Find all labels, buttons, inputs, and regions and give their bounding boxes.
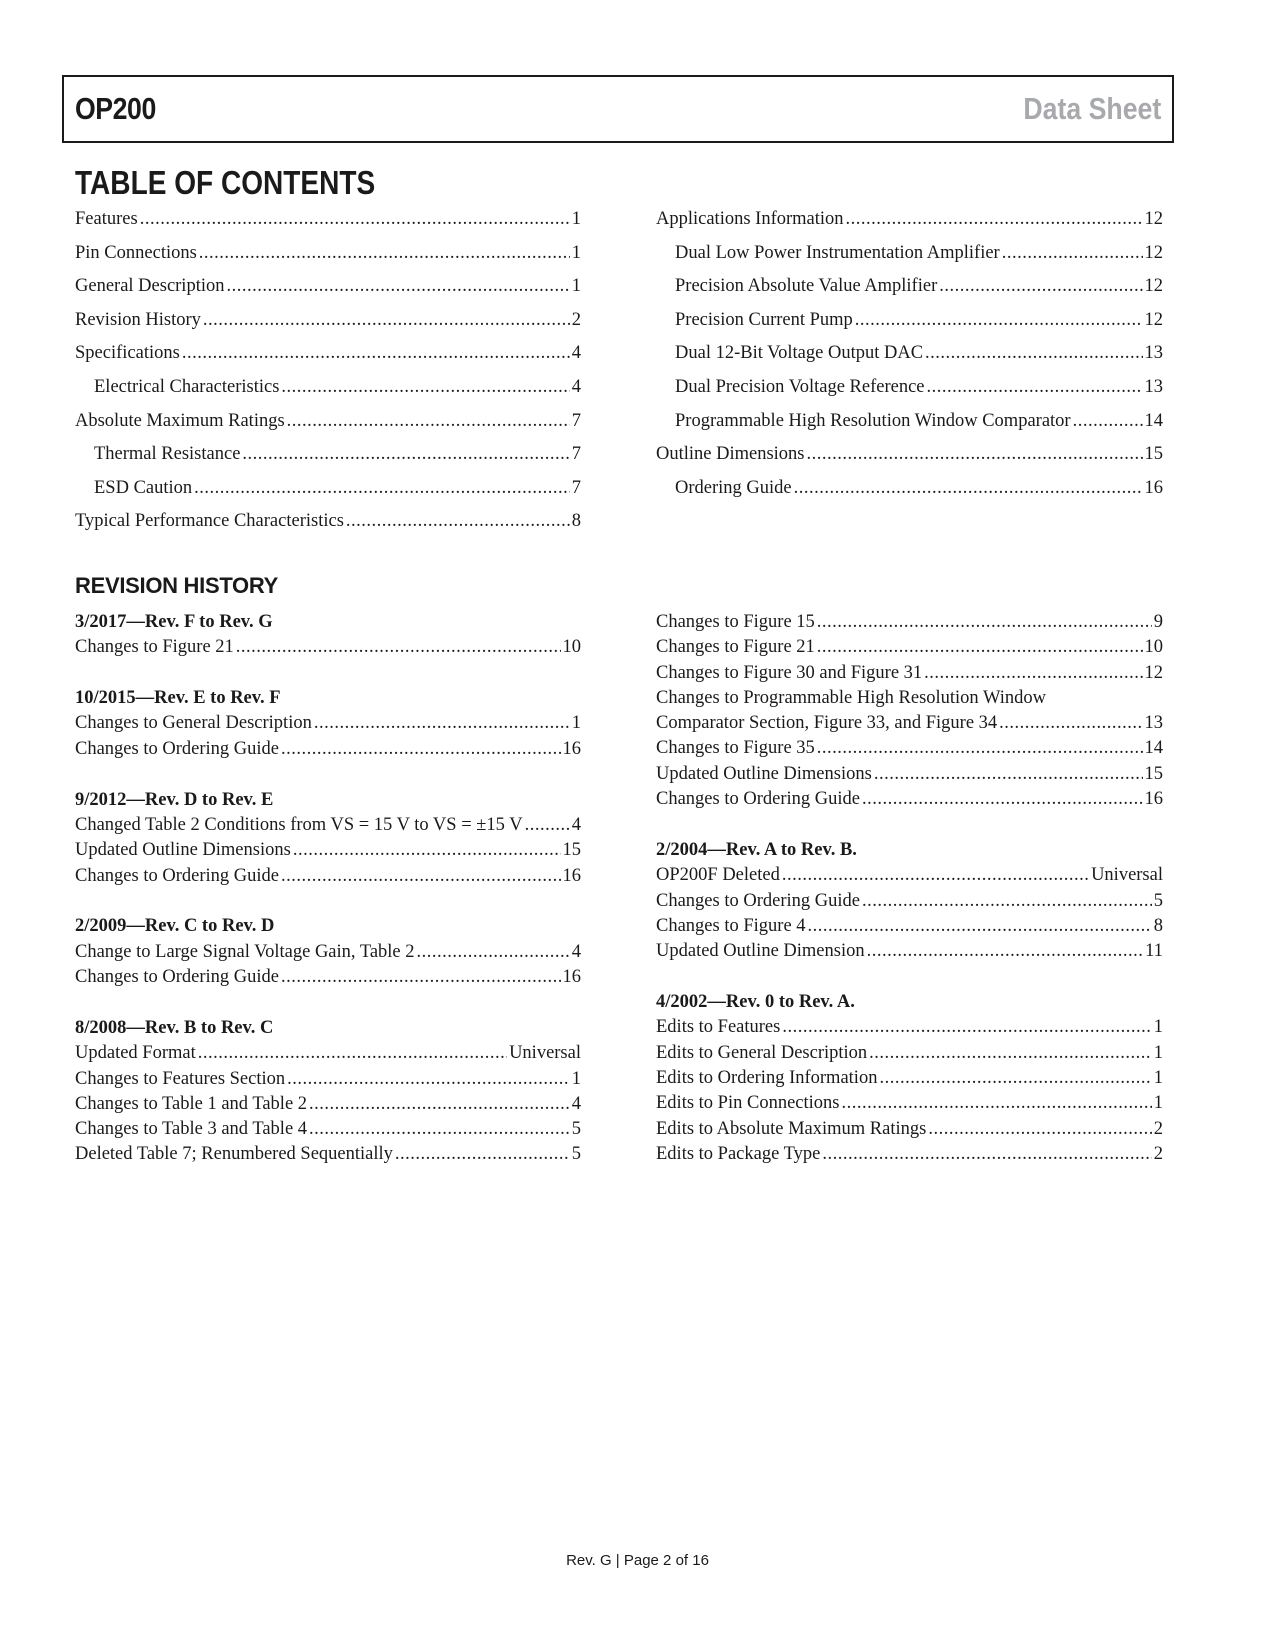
revision-group <box>75 914 581 990</box>
toc-entry[interactable] <box>656 438 1163 472</box>
toc-entry[interactable] <box>656 237 1163 271</box>
leader-dots <box>236 635 561 660</box>
page-footer: Rev. G | Page 2 of 16 <box>566 1552 709 1569</box>
entry-label: Updated Format <box>75 1043 196 1064</box>
revision-history-left-column <box>75 610 581 1193</box>
leader-dots <box>817 736 1143 761</box>
revision-entry <box>656 635 1163 660</box>
revision-heading: 2/2004—Rev. A to Rev. B. <box>656 839 857 860</box>
entry-page: 10 <box>1144 637 1163 658</box>
entry-label: Edits to Features <box>656 1017 781 1038</box>
revision-entry <box>656 736 1163 761</box>
entry-label: Typical Performance Characteristics <box>75 511 344 532</box>
entry-page: 16 <box>562 738 581 759</box>
entry-page: 5 <box>571 1119 581 1140</box>
entry-page: 1 <box>1153 1042 1163 1063</box>
leader-dots <box>309 1092 570 1117</box>
entry-page: 14 <box>1144 738 1163 759</box>
leader-dots <box>281 965 561 990</box>
revision-group <box>75 1016 581 1168</box>
entry-page: 4 <box>571 376 581 397</box>
entry-label: Electrical Characteristics <box>94 376 280 397</box>
entry-page: 12 <box>1144 309 1163 330</box>
toc-entry[interactable] <box>656 203 1163 237</box>
entry-label: Programmable High Resolution Window Comparator <box>675 410 1071 431</box>
leader-dots <box>281 737 561 762</box>
doc-type: Data Sheet <box>1023 91 1161 126</box>
entry-label: Change to Large Signal Voltage Gain, Table 2 <box>75 941 415 962</box>
leader-dots <box>242 438 569 472</box>
entry-page: 13 <box>1144 376 1163 397</box>
entry-label: Updated Outline Dimensions <box>656 763 872 784</box>
leader-dots <box>794 472 1143 506</box>
entry-page: 15 <box>562 840 581 861</box>
revision-entry <box>656 787 1163 812</box>
entry-page: 9 <box>1153 612 1163 632</box>
entry-label: Changes to General Description <box>75 713 312 734</box>
entry-page: 16 <box>562 967 581 988</box>
entry-page: 12 <box>1144 242 1163 263</box>
leader-dots <box>198 1041 507 1066</box>
toc-entry[interactable] <box>656 371 1163 405</box>
revision-group <box>75 788 581 889</box>
leader-dots <box>925 337 1142 371</box>
toc-entry[interactable] <box>75 505 581 539</box>
leader-dots <box>281 371 569 405</box>
entry-label: Changes to Ordering Guide <box>75 738 279 759</box>
entry-page: 11 <box>1145 941 1163 962</box>
entry-page: 15 <box>1144 763 1163 784</box>
entry-page: 8 <box>1153 915 1163 936</box>
entry-label: Ordering Guide <box>675 477 792 498</box>
entry-label: Changed Table 2 Conditions from VS = 15 V to VS = ±15 V <box>75 814 523 835</box>
revision-entry <box>656 1015 1163 1040</box>
entry-page: 5 <box>571 1144 581 1165</box>
entry-label: Updated Outline Dimension <box>656 941 865 962</box>
entry-label: Changes to Figure 4 <box>656 915 806 936</box>
entry-page: 1 <box>571 242 581 263</box>
entry-label: Outline Dimensions <box>656 444 805 465</box>
entry-page: 8 <box>571 511 581 532</box>
entry-page: 1 <box>1153 1067 1163 1088</box>
toc-entry[interactable] <box>75 371 581 405</box>
entry-page: 1 <box>571 713 581 734</box>
leader-dots <box>1002 237 1143 271</box>
leader-dots <box>182 337 570 371</box>
revision-heading: 10/2015—Rev. E to Rev. F <box>75 688 281 709</box>
leader-dots <box>309 1117 570 1142</box>
leader-dots <box>817 610 1152 635</box>
leader-dots <box>1073 405 1143 439</box>
revision-entry <box>75 965 581 990</box>
entry-page: 2 <box>1153 1143 1163 1164</box>
entry-label: Changes to Figure 21 <box>656 637 815 658</box>
entry-label: Edits to Pin Connections <box>656 1093 840 1114</box>
revision-entry <box>75 711 581 736</box>
revision-entry <box>656 610 1163 635</box>
revision-entry <box>75 864 581 889</box>
entry-label: Dual Precision Voltage Reference <box>675 376 925 397</box>
toc-left-column <box>75 203 581 539</box>
toc-entry[interactable] <box>656 304 1163 338</box>
entry-page: 12 <box>1144 276 1163 297</box>
revision-history-right-column <box>656 610 1163 1193</box>
leader-dots <box>199 237 570 271</box>
revision-entry <box>75 838 581 863</box>
leader-dots <box>808 914 1152 939</box>
entry-label: Changes to Ordering Guide <box>75 865 279 886</box>
entry-label: Changes to Ordering Guide <box>656 789 860 810</box>
entry-label: Precision Absolute Value Amplifier <box>675 276 938 297</box>
toc-entry[interactable] <box>75 438 581 472</box>
leader-dots <box>817 635 1143 660</box>
toc-entry[interactable] <box>75 237 581 271</box>
entry-label: Changes to Figure 15 <box>656 612 815 632</box>
entry-label: Changes to Ordering Guide <box>75 967 279 988</box>
leader-dots <box>417 940 570 965</box>
leader-dots <box>822 1142 1151 1167</box>
toc-entry[interactable] <box>656 472 1163 506</box>
leader-dots <box>862 787 1143 812</box>
entry-label: OP200F Deleted <box>656 865 780 886</box>
entry-page: 14 <box>1144 410 1163 431</box>
entry-label: Specifications <box>75 343 180 364</box>
leader-dots <box>782 1015 1151 1040</box>
entry-label: Edits to Package Type <box>656 1143 821 1164</box>
toc-entry[interactable] <box>75 472 581 506</box>
page-header <box>62 75 1174 143</box>
leader-dots <box>869 1041 1152 1066</box>
entry-page: 4 <box>571 941 581 962</box>
leader-dots <box>874 762 1143 787</box>
revision-entry <box>656 711 1163 736</box>
leader-dots <box>525 813 570 838</box>
leader-dots <box>395 1142 570 1167</box>
entry-page: 2 <box>1153 1118 1163 1139</box>
revision-entry-line: Changes to Programmable High Resolution Window <box>656 687 1046 708</box>
revision-entry <box>75 1142 581 1167</box>
entry-page: 1 <box>1153 1093 1163 1114</box>
revision-heading: 3/2017—Rev. F to Rev. G <box>75 612 273 632</box>
toc-entry[interactable] <box>75 203 581 237</box>
entry-page: 1 <box>571 209 581 229</box>
leader-dots <box>924 661 1142 686</box>
leader-dots <box>346 505 570 539</box>
revision-entry <box>656 762 1163 787</box>
entry-label: Updated Outline Dimensions <box>75 840 291 861</box>
entry-label: Changes to Ordering Guide <box>656 890 860 911</box>
entry-page: 16 <box>562 865 581 886</box>
leader-dots <box>855 304 1143 338</box>
entry-label: Comparator Section, Figure 33, and Figure 34 <box>656 713 998 734</box>
toc-entry[interactable] <box>656 405 1163 439</box>
leader-dots <box>862 889 1152 914</box>
part-number: OP200 <box>75 91 156 126</box>
revision-entry <box>656 1142 1163 1167</box>
leader-dots <box>194 472 570 506</box>
entry-label: Applications Information <box>656 209 844 229</box>
entry-page: 7 <box>571 444 581 465</box>
toc-entry[interactable] <box>75 405 581 439</box>
revision-entry <box>656 1117 1163 1142</box>
leader-dots <box>203 304 570 338</box>
entry-label: Dual Low Power Instrumentation Amplifier <box>675 242 1000 263</box>
revision-group-continued <box>656 610 1163 812</box>
revision-entry <box>75 1067 581 1092</box>
entry-page: 13 <box>1144 343 1163 364</box>
entry-label: Revision History <box>75 309 201 330</box>
revision-entry <box>75 1117 581 1142</box>
leader-dots <box>287 1067 570 1092</box>
leader-dots <box>140 203 570 237</box>
leader-dots <box>879 1066 1151 1091</box>
revision-group <box>656 838 1163 964</box>
entry-label: Pin Connections <box>75 242 197 263</box>
entry-label: Changes to Figure 30 and Figure 31 <box>656 662 923 683</box>
entry-page: 1 <box>571 276 581 297</box>
entry-label: Dual 12-Bit Voltage Output DAC <box>675 343 924 364</box>
entry-page: 15 <box>1144 444 1163 465</box>
entry-label: Deleted Table 7; Renumbered Sequentially <box>75 1144 393 1165</box>
revision-entry <box>656 661 1163 686</box>
entry-label: Edits to Ordering Information <box>656 1067 878 1088</box>
entry-label: Changes to Features Section <box>75 1068 286 1089</box>
entry-label: Changes to Table 3 and Table 4 <box>75 1119 308 1140</box>
revision-entry <box>656 889 1163 914</box>
entry-page: Universal <box>509 1043 581 1064</box>
revision-entry <box>75 813 581 838</box>
leader-dots <box>999 711 1142 736</box>
entry-label: General Description <box>75 276 225 297</box>
toc-entry[interactable] <box>656 337 1163 371</box>
revision-heading: 9/2012—Rev. D to Rev. E <box>75 789 274 810</box>
entry-label: Changes to Figure 35 <box>656 738 815 759</box>
leader-dots <box>226 270 569 304</box>
leader-dots <box>281 864 561 889</box>
entry-page: 7 <box>571 477 581 498</box>
entry-page: 2 <box>571 309 581 330</box>
entry-page: 1 <box>1153 1017 1163 1038</box>
revision-history-title: REVISION HISTORY <box>75 573 279 598</box>
leader-dots <box>939 270 1142 304</box>
entry-label: Features <box>75 209 138 229</box>
revision-entry <box>75 1092 581 1117</box>
entry-label: Changes to Table 1 and Table 2 <box>75 1093 308 1114</box>
revision-group <box>75 610 581 661</box>
toc-entry[interactable] <box>75 337 581 371</box>
revision-entry <box>75 737 581 762</box>
leader-dots <box>928 1117 1151 1142</box>
revision-group <box>656 990 1163 1167</box>
revision-entry <box>656 939 1163 964</box>
revision-entry <box>75 940 581 965</box>
entry-page: 12 <box>1144 209 1163 229</box>
entry-page: 4 <box>571 814 581 835</box>
revision-group <box>75 686 581 762</box>
leader-dots <box>927 371 1143 405</box>
entry-label: Absolute Maximum Ratings <box>75 410 285 431</box>
revision-entry <box>75 1041 581 1066</box>
toc-entry[interactable] <box>75 270 581 304</box>
revision-entry <box>656 1091 1163 1116</box>
revision-heading: 8/2008—Rev. B to Rev. C <box>75 1017 274 1038</box>
leader-dots <box>293 838 561 863</box>
entry-page: 7 <box>571 410 581 431</box>
entry-label: Edits to Absolute Maximum Ratings <box>656 1118 927 1139</box>
toc-entry[interactable] <box>656 270 1163 304</box>
leader-dots <box>287 405 570 439</box>
leader-dots <box>314 711 570 736</box>
revision-entry <box>656 914 1163 939</box>
revision-entry <box>656 1066 1163 1091</box>
entry-page: 13 <box>1144 713 1163 734</box>
entry-label: Thermal Resistance <box>94 444 241 465</box>
entry-page: 16 <box>1144 477 1163 498</box>
entry-label: ESD Caution <box>94 477 193 498</box>
entry-label: Edits to General Description <box>656 1042 868 1063</box>
revision-entry <box>656 863 1163 888</box>
leader-dots <box>867 939 1144 964</box>
entry-page: 16 <box>1144 789 1163 810</box>
leader-dots <box>782 863 1089 888</box>
toc-title: TABLE OF CONTENTS <box>75 164 376 201</box>
entry-page: 10 <box>562 637 581 658</box>
leader-dots <box>841 1091 1151 1116</box>
entry-label: Changes to Figure 21 <box>75 637 234 658</box>
entry-page: 4 <box>571 343 581 364</box>
leader-dots <box>807 438 1143 472</box>
revision-entry <box>656 1041 1163 1066</box>
revision-entry <box>75 635 581 660</box>
entry-page: Universal <box>1091 865 1163 886</box>
toc-entry[interactable] <box>75 304 581 338</box>
revision-heading: 4/2002—Rev. 0 to Rev. A. <box>656 992 855 1013</box>
entry-label: Precision Current Pump <box>675 309 853 330</box>
leader-dots <box>846 203 1143 237</box>
toc-right-column <box>656 203 1163 505</box>
entry-page: 4 <box>571 1093 581 1114</box>
entry-page: 5 <box>1153 890 1163 911</box>
entry-page: 12 <box>1144 662 1163 683</box>
entry-page: 1 <box>571 1068 581 1089</box>
revision-heading: 2/2009—Rev. C to Rev. D <box>75 916 275 937</box>
